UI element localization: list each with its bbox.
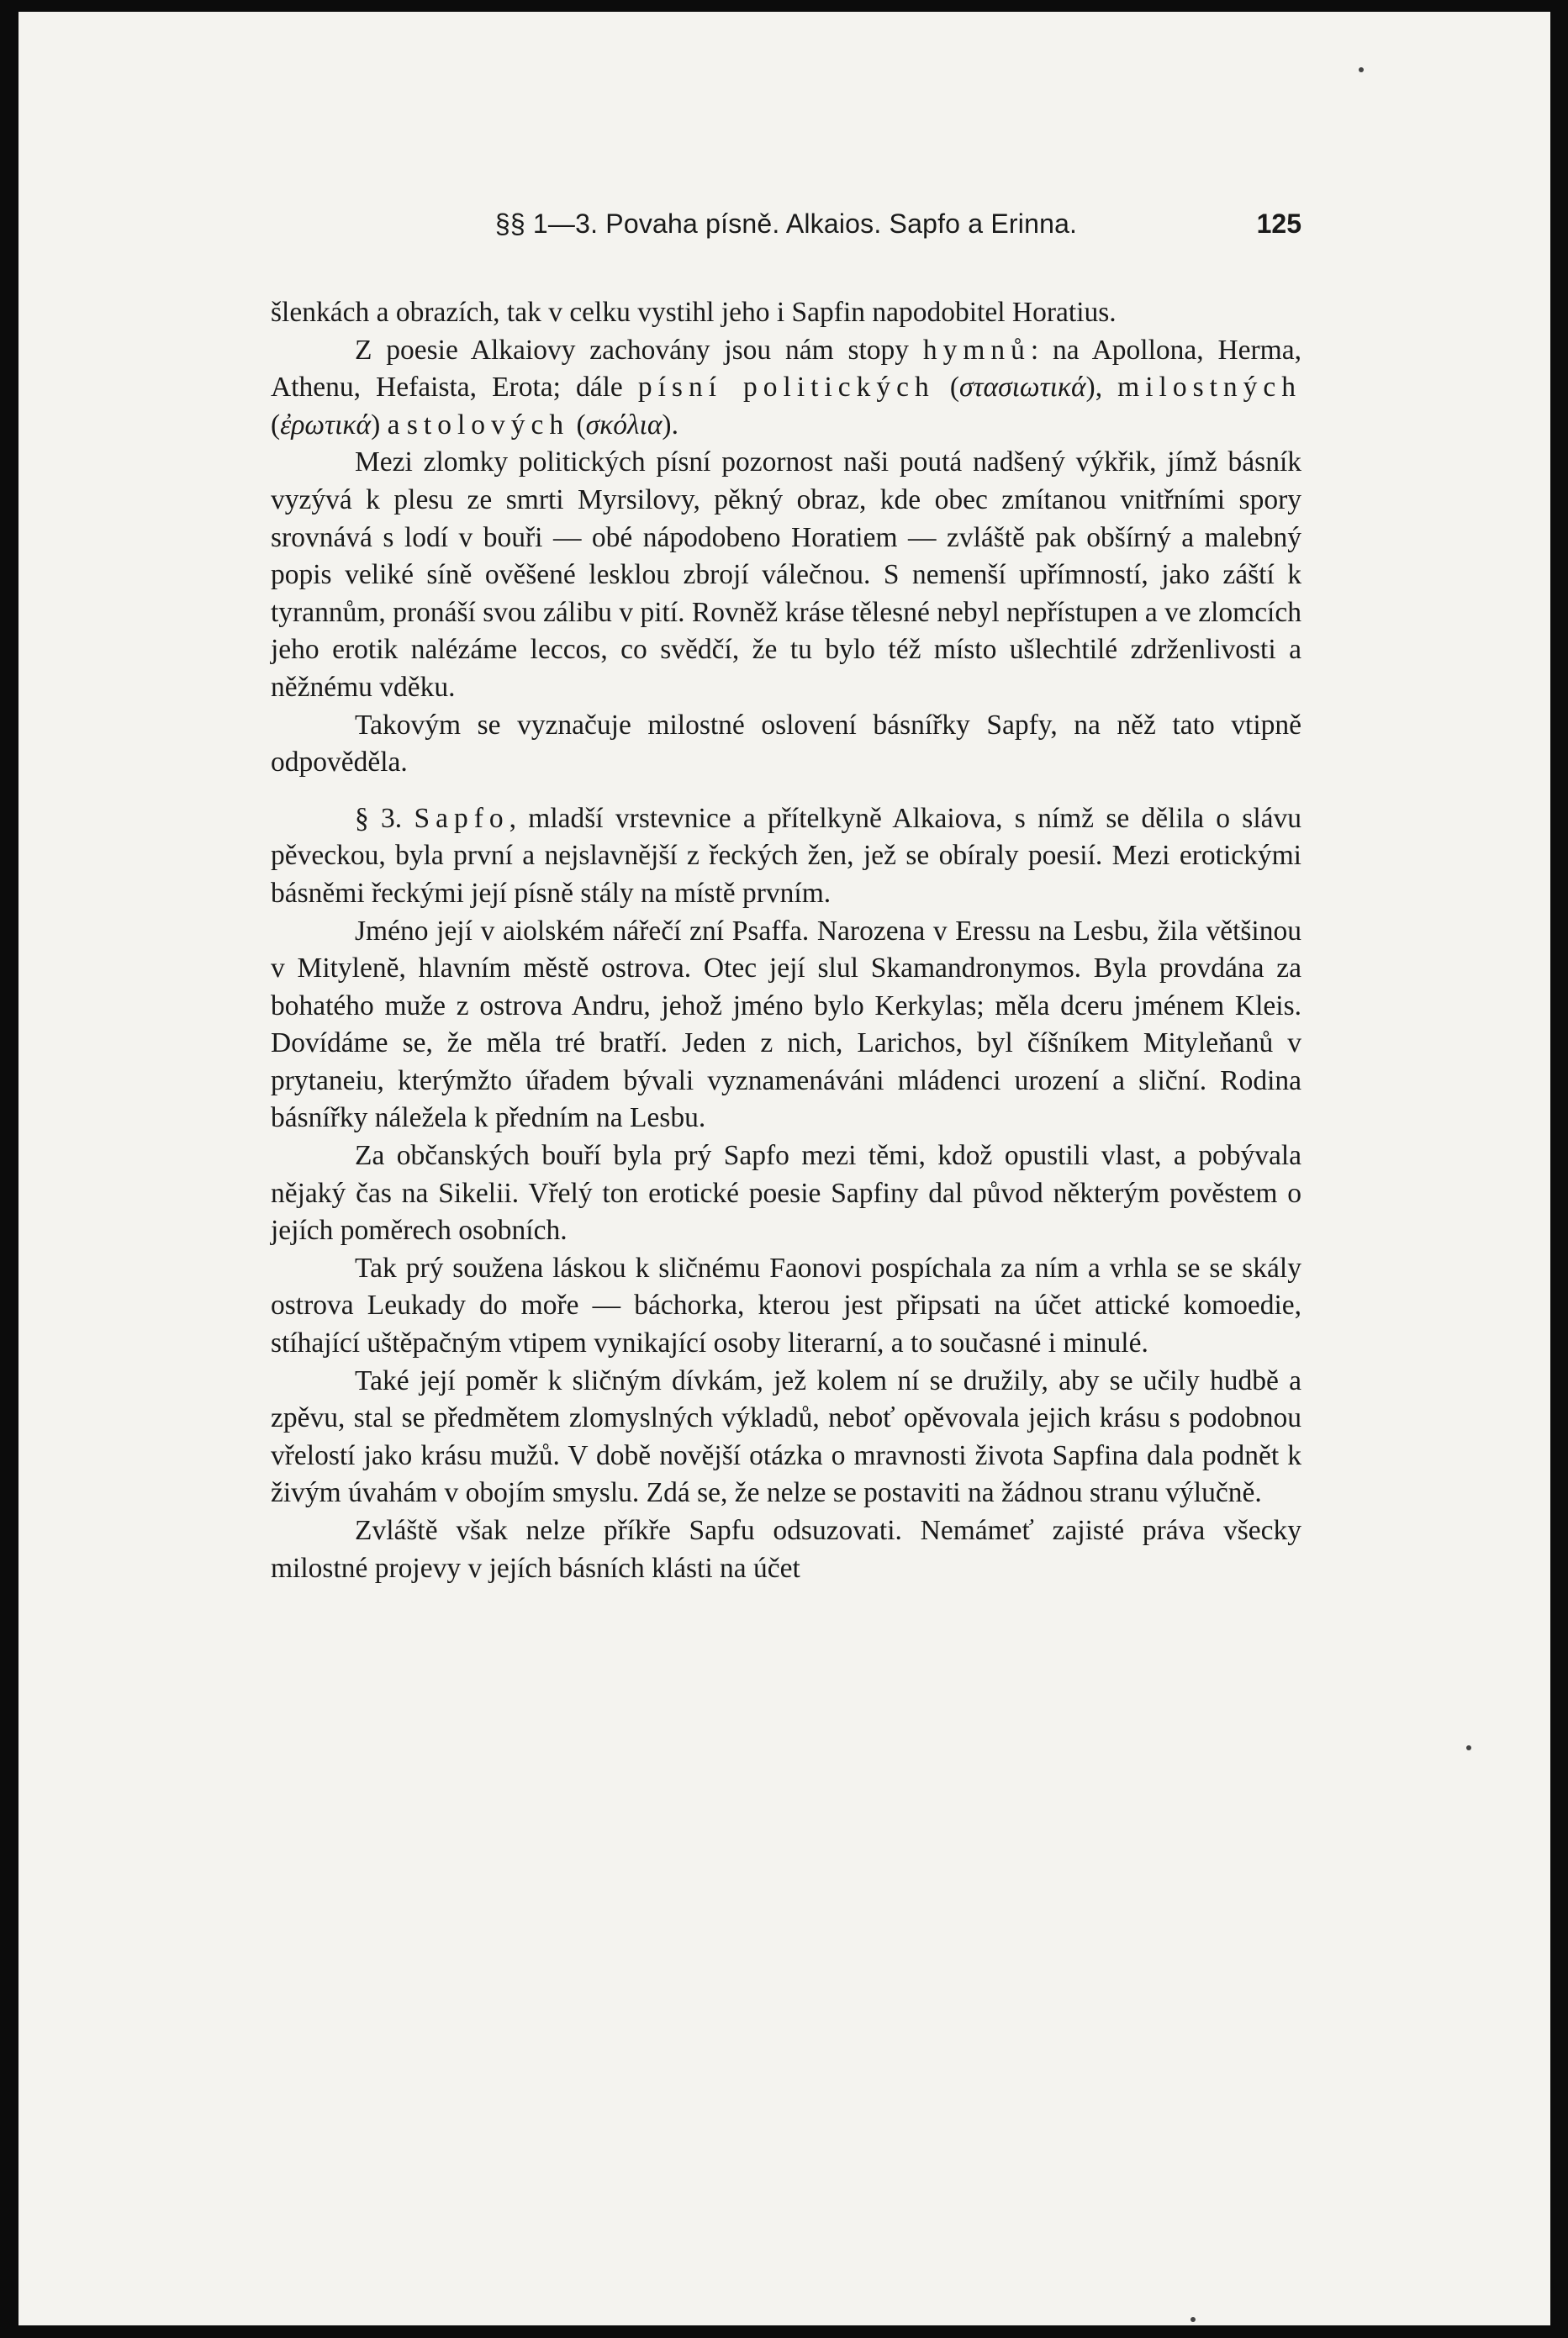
- text-run: Jméno její v aiolském nářečí zní Psaffa. Narozena v Eressu na Lesbu, žila většinou v Mitylenĕ, hlavním městě ostrova. Otec její slul Skamandronymos. Byla provdána za bohatého muže z ostrova Andru, jehož jméno bylo Kerkylas; měla dceru jménem Kleis. Dovídáme se, že měla tré bratří. Jeden z nich, Larichos, byl číšníkem Mityleňanů v prytaneiu, kterýmžto úřadem bývali vyznamenáváni mládenci urození a sliční. Rodina básnířky náležela k předním na Lesbu.: [271, 915, 1301, 1134]
- greek-term: στασιωτικά: [959, 372, 1086, 404]
- text-run: Mezi zlomky politických písní pozornost naši poutá nadšený výkřik, jímž básník vyzývá k plesu ze smrti Myrsilovy, pěkný obraz, kde obec zmítanou vnitřními spory srovnává s lodí v bouři — obé nápodobeno Horatiem — zvláště pak obšírný a malebný popis veliké síně ověšené lesklou zbrojí válečnou. S nemenší upřímností, jako záští k tyrannům, pronáší svou zálibu v pití. Rovněž kráse tělesné nebyl nepřístupen a ve zlomcích jeho erotik nalézáme leccos, co svědčí, že tu bylo též místo ušlechtilé zdrženlivosti a něžnému vděku.: [271, 446, 1301, 703]
- speck: [1466, 1745, 1471, 1750]
- spaced-term: písní politických: [637, 372, 935, 404]
- body-text: [271, 294, 1301, 1587]
- spaced-term: stolových: [406, 409, 570, 441]
- greek-term: σκόλια: [585, 409, 663, 441]
- paragraph: [271, 444, 1301, 706]
- text-run: ) a: [371, 409, 407, 441]
- speck: [1191, 2317, 1196, 2322]
- text-run: ),: [1085, 372, 1118, 404]
- spaced-term: Sapfo: [414, 802, 509, 834]
- text-run: Z poesie Alkaiovy zachovány jsou nám stopy: [355, 334, 923, 366]
- header-title: §§ 1—3. Povaha písně. Alkaios. Sapfo a Erinna.: [494, 208, 1078, 239]
- text-run: Zvláště však nelze příkře Sapfu odsuzovati. Nemámeť zajisté práva všecky milostné projevy v jejích básních klásti na účet: [271, 1515, 1301, 1584]
- paragraph: [271, 1137, 1301, 1250]
- paragraph: [271, 294, 1301, 332]
- paragraph: [271, 913, 1301, 1138]
- page-number: 125: [1256, 208, 1301, 239]
- greek-term: ἐρωτικά: [280, 409, 372, 441]
- running-header: [271, 208, 1301, 259]
- text-run: Za občanských bouří byla prý Sapfo mezi těmi, kdož opustili vlast, a pobývala nějaký čas na Sikelii. Vřelý ton erotické poesie Sapfiny dal původ některým pověstem o jejích poměrech osobních.: [271, 1140, 1301, 1247]
- paragraph: [271, 1250, 1301, 1363]
- text-run: , mladší vrstevnice a přítelkyně Alkaiova, s nímž se dělila o slávu pěveckou, byla první a nejslavnější z řeckých žen, jež se obíraly poesií. Mezi erotickými básněmi řeckými její písně stály na místě prvním.: [271, 802, 1301, 909]
- paragraph: [271, 707, 1301, 782]
- paragraph: [271, 1363, 1301, 1512]
- paragraph: [271, 1512, 1301, 1587]
- text-run: Takovým se vyznačuje milostné oslovení básnířky Sapfy, na něž tato vtipně odpověděla.: [271, 709, 1301, 778]
- paragraph: [271, 800, 1301, 913]
- text-run: (: [569, 409, 586, 441]
- paragraph: [271, 332, 1301, 445]
- text-run: Tak prý soužena láskou k sličnému Faonovi pospíchala za ním a vrhla se se skály ostrova Leukady do moře — báchorka, kterou jest připsati na účet attické komoedie, stíhající uštěpačným vtipem vynikající osoby literarní, a to současné i minulé.: [271, 1252, 1301, 1359]
- text-run: Také její poměr k sličným dívkám, jež kolem ní se družily, aby se učily hudbě a zpěvu, stal se předmětem zlomyslných výkladů, neboť opěvovala jejich krásu s podobnou vřelostí jako krásu mužů. V době novější otázka o mravnosti života Sapfina dala podnět k živým úvahám v obojím smyslu. Zdá se, že nelze se postaviti na žádnou stranu výlučně.: [271, 1364, 1301, 1509]
- text-run: ).: [662, 409, 678, 441]
- text-run: (: [271, 409, 281, 441]
- spaced-term: milostných: [1117, 372, 1302, 404]
- speck: [1359, 67, 1364, 72]
- text-run: § 3.: [355, 802, 414, 834]
- text-run: : na Apollona, Herma, Athenu, Hefaista, Erota; dále: [271, 334, 1301, 404]
- text-run: (: [934, 372, 959, 404]
- text-run: šlenkách a obrazích, tak v celku vystihl jeho i Sapfin napodobitel Horatius.: [271, 297, 1117, 328]
- spaced-term: hymnů: [922, 334, 1031, 366]
